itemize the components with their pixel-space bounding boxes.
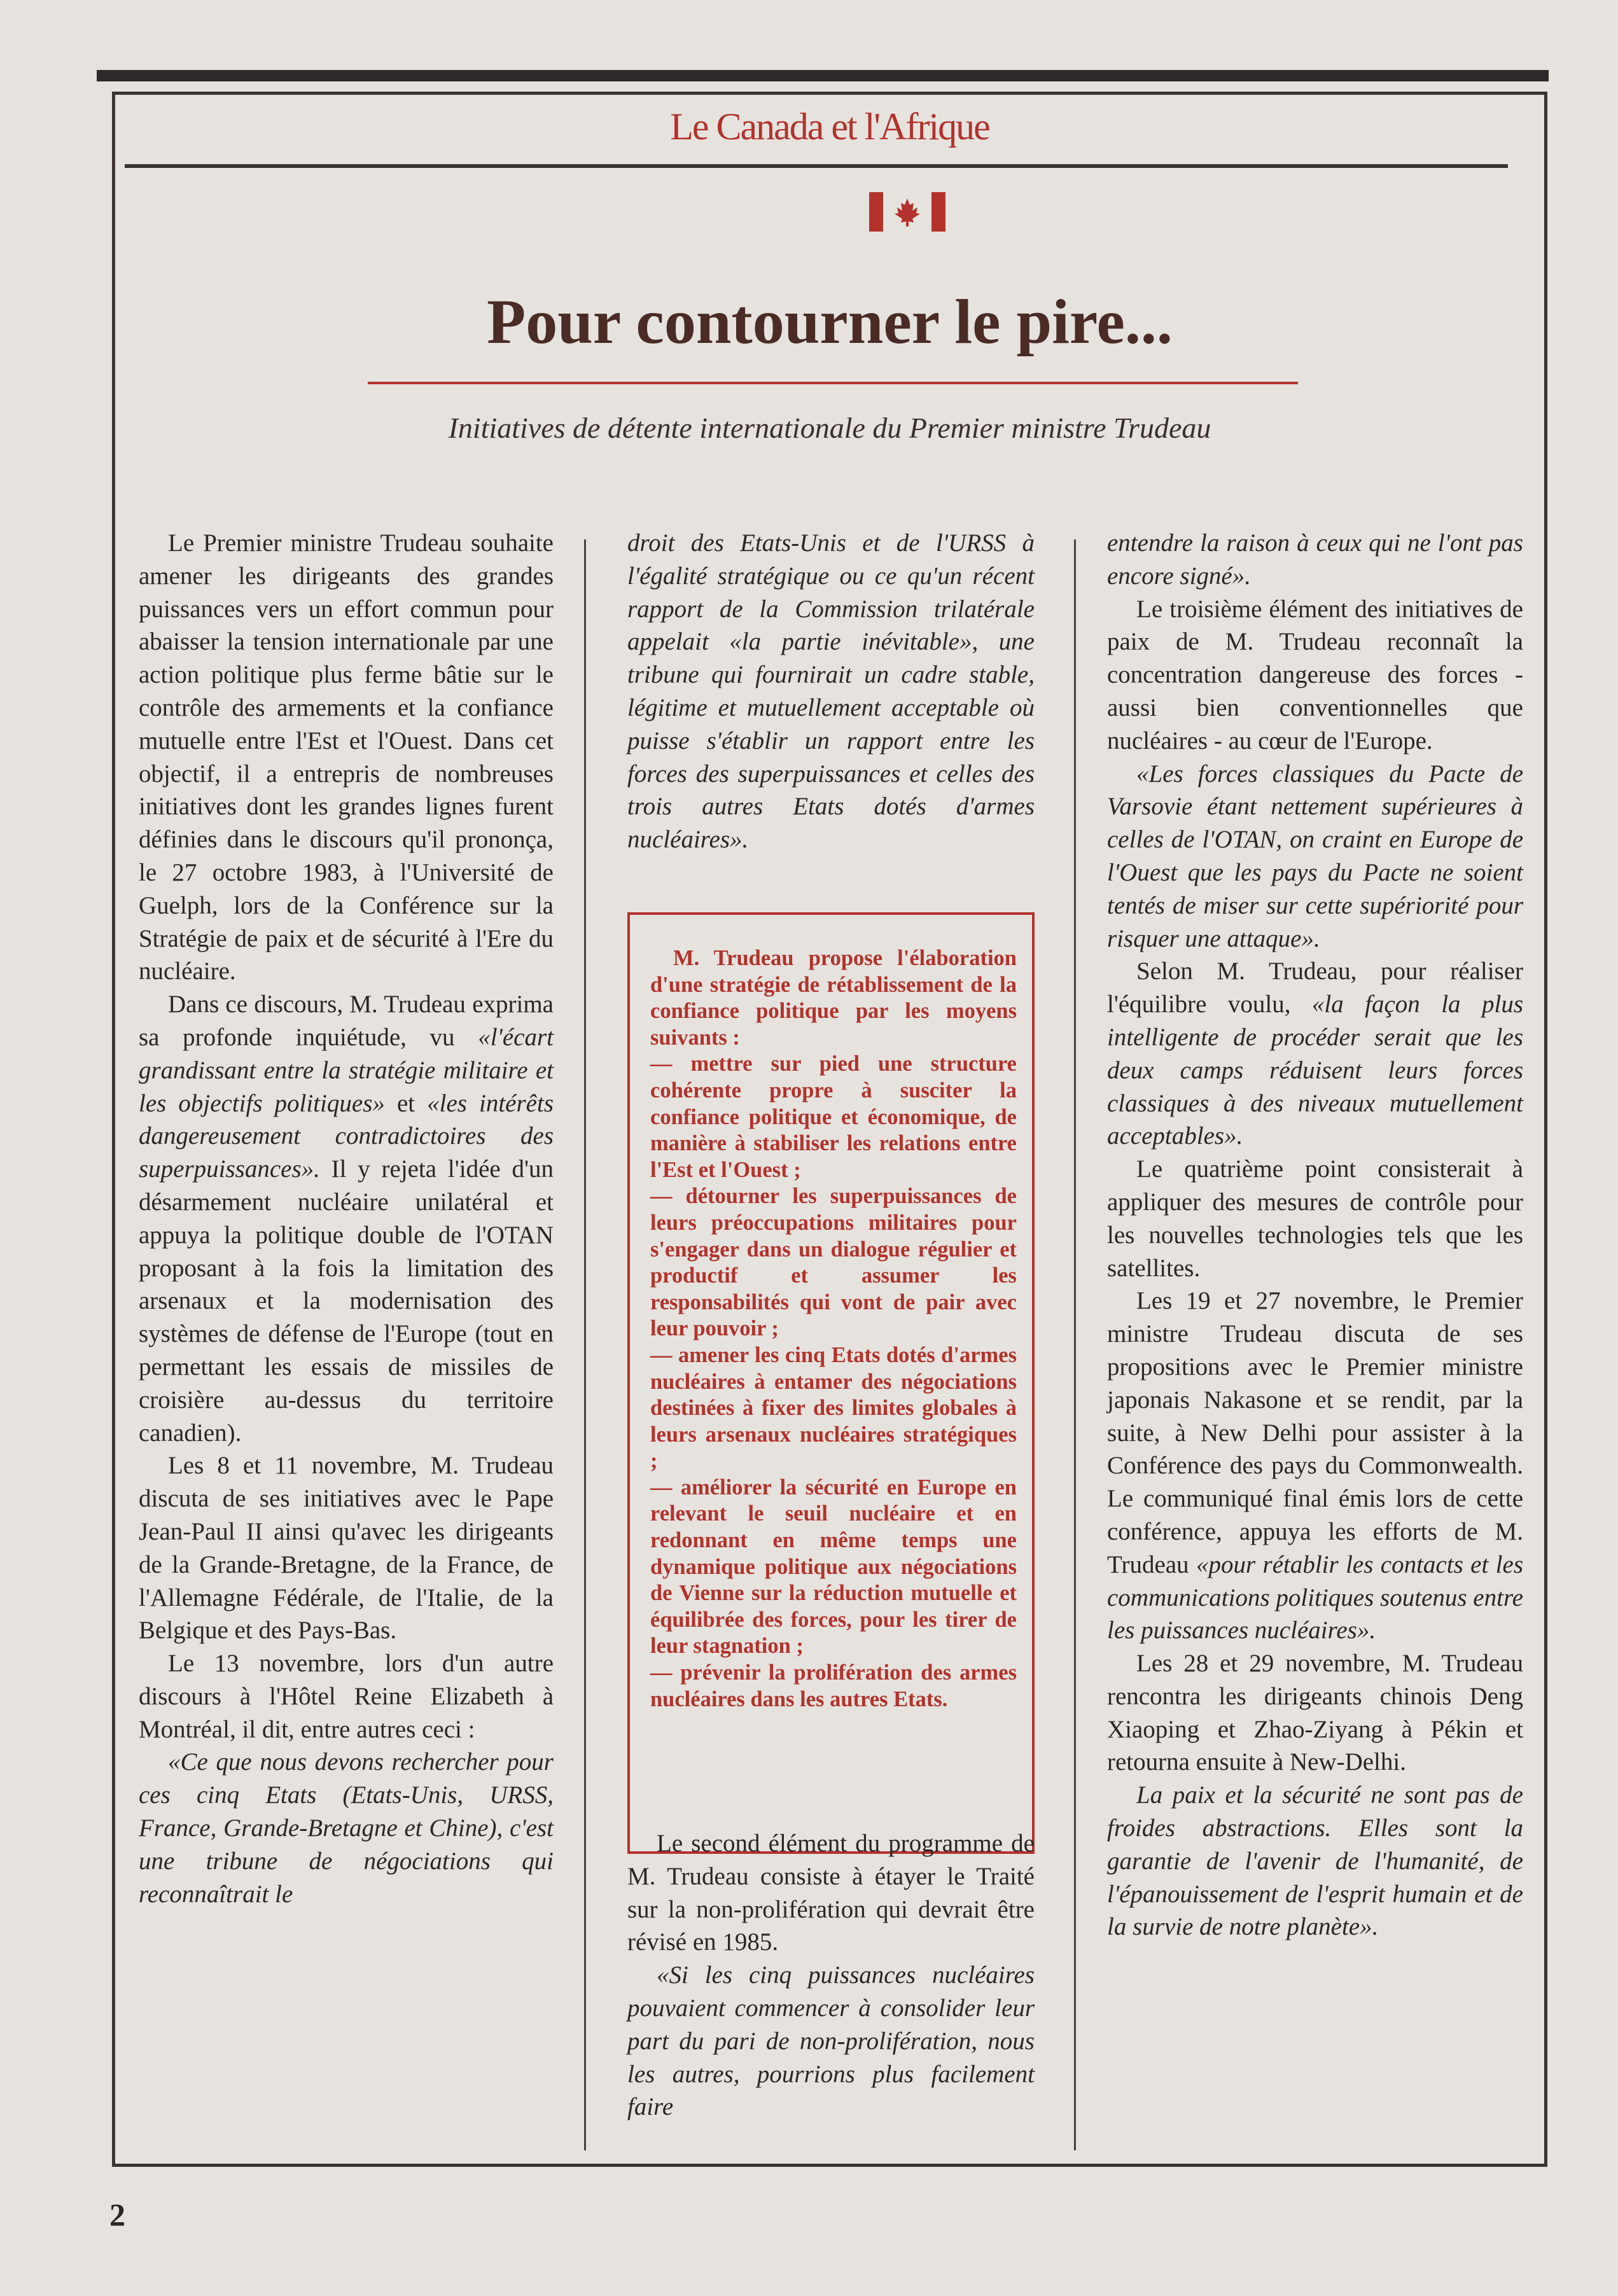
paragraph: Le Premier ministre Trudeau souhaite amener les dirigeants des grandes puissances vers un effort commun pour abaisser la tension internationale par une action politique plus ferme bâtie sur le contrôle des armements et la confiance mutuelle entre l'Est et l'Ouest. Dans cet objectif, il a entrepris de nombreuses initiatives dont les grandes lignes furent définies dans le discours qu'il prononça, le 27 octobre 1983, à l'Université de Guelph, lors de la Conférence sur la Stratégie de paix et de sécurité à l'Ere du nucléaire. xyxy=(139,529,554,985)
box-item: — amener les cinq Etats dotés d'armes nucléaires à entamer des négociations destinées à fixer des limites globales à leurs arsenaux nucléaires stratégiques ; xyxy=(650,1342,1017,1473)
column-divider xyxy=(584,539,586,2150)
column-2 xyxy=(627,527,1035,856)
paragraph: Les 28 et 29 novembre, M. Trudeau rencontra les dirigeants chinois Deng Xiaoping et Zhao-Ziyang à Pékin et retourna ensuite à New-Delhi. xyxy=(1107,1650,1523,1776)
quote-paragraph: «Ce que nous devons rechercher pour ces cinq Etats (Etats-Unis, URSS, France, Grande-Bretagne et Chine), c'est une tribune de négociations qui reconnaîtrait le xyxy=(139,1748,554,1908)
proposal-box xyxy=(627,912,1035,1854)
quote-paragraph: «Les forces classiques du Pacte de Varsovie étant nettement supérieures à celles de l'OTAN, on craint en Europe de l'Ouest que les pays du Pacte ne soient tentés de miser sur cette supériorité pour risquer une attaque». xyxy=(1107,760,1523,952)
quote: «pour rétablir les contacts et les communications politiques soutenus entre les puissances nucléaires». xyxy=(1107,1550,1524,1645)
box-item: — prévenir la prolifération des armes nucléaires dans les autres Etats. xyxy=(650,1660,1017,1711)
quote-paragraph: «Si les cinq puissances nucléaires pouvaient commencer à consolider leur part du pari de non-prolifération, nous les autres, pourrions plus facilement faire xyxy=(627,1961,1035,2121)
section-header: Le Canada et l'Afrique xyxy=(670,106,989,148)
text: et xyxy=(396,1089,415,1117)
article-title: Pour contourner le pire... xyxy=(487,286,1173,357)
box-item: — mettre sur pied une structure cohérente propre à susciter la confiance politique et économique, de manière à stabiliser les relations entre l'Est et l'Ouest ; xyxy=(650,1052,1017,1182)
header-rule xyxy=(125,164,1508,168)
title-rule xyxy=(368,382,1298,384)
canadian-flag-icon xyxy=(869,192,945,232)
article-subtitle: Initiatives de détente internationale du Premier ministre Trudeau xyxy=(448,412,1211,444)
paragraph xyxy=(139,988,554,1449)
column-divider xyxy=(1074,539,1076,2150)
paragraph: Le 13 novembre, lors d'un autre discours à l'Hôtel Reine Elizabeth à Montréal, il dit, entre autres ceci : xyxy=(139,1650,554,1743)
column-2-lower xyxy=(627,1827,1035,2124)
text: Selon M. Trudeau, pour réaliser l'équilibre voulu, xyxy=(1107,957,1523,1019)
quote: «les intérêts dangereusement contradictoires des superpuissances». xyxy=(139,1089,554,1183)
box-item: — détourner les superpuissances de leurs préoccupations militaires pour s'engager dans un dialogue régulier et productif et assumer les responsabilités qui vont de pair avec leur pouvoir ; xyxy=(650,1184,1017,1341)
paragraph: Les 8 et 11 novembre, M. Trudeau discuta de ses initiatives avec le Pape Jean-Paul II ainsi qu'avec les dirigeants de la Grande-Bretagne, de la France, de l'Allemagne Fédérale, de l'Italie, de la Belgique et des Pays-Bas. xyxy=(139,1452,554,1645)
top-bar xyxy=(97,70,1549,81)
column-1 xyxy=(139,527,554,1910)
page-number: 2 xyxy=(109,2197,125,2232)
quote: «l'écart grandissant entre la stratégie militaire et les objectifs politiques» xyxy=(139,1023,554,1117)
closing-quote: La paix et la sécurité ne sont pas de froides abstractions. Elles sont la garantie de l'avenir de l'humanité, de l'épanouissement de l'esprit humain et de la survie de notre planète». xyxy=(1107,1781,1523,1941)
column-3 xyxy=(1107,527,1523,1944)
paragraph: Le quatrième point consisterait à appliquer des mesures de contrôle pour les nouvelles technologies tels que les satellites. xyxy=(1107,1155,1523,1282)
box-intro: M. Trudeau propose l'élaboration d'une stratégie de rétablissement de la confiance politique par les moyens suivants : xyxy=(650,946,1017,1050)
text: Il y rejeta l'idée d'un désarmement nucléaire unilatéral et appuya la politique double de l'OTAN proposant à la fois la limitation des arsenaux et la modernisation des systèmes de défense de l'Europe (tout en permettant les essais de missiles de croisière au-dessus du territoire canadien). xyxy=(139,1155,554,1447)
paragraph xyxy=(1107,1284,1523,1647)
paragraph: Le second élément du programme de M. Trudeau consiste à étayer le Traité sur la non-prolifération qui devrait être révisé en 1985. xyxy=(627,1830,1035,1956)
quote-paragraph: droit des Etats-Unis et de l'URSS à l'égalité stratégique ou ce qu'un récent rapport de la Commission trilatérale appelait «la partie inévitable», une tribune qui fournirait un cadre stable, légitime et mutuellement acceptable où puisse s'établir un rapport entre les forces des superpuissances et celles des trois autres Etats dotés d'armes nucléaires». xyxy=(627,529,1035,854)
quote: «la façon la plus intelligente de procéder serait que les deux camps réduisent leurs forces classiques à des niveaux mutuellement acceptables». xyxy=(1107,991,1523,1150)
quote-paragraph: entendre la raison à ceux qui ne l'ont pas encore signé». xyxy=(1107,529,1523,590)
paragraph: Le troisième élément des initiatives de paix de M. Trudeau reconnaît la concentration dangereuse des forces - aussi bien conventionnelles que nucléaires - au cœur de l'Europe. xyxy=(1107,595,1523,755)
box-item: — améliorer la sécurité en Europe en relevant le seuil nucléaire et en redonnant en même temps une dynamique politique aux négociations de Vienne sur la réduction mutuelle et équilibrée des forces, pour les tirer de leur stagnation ; xyxy=(650,1475,1017,1659)
paragraph xyxy=(1107,955,1523,1153)
text: Dans ce discours, M. Trudeau exprima sa profonde inquiétude, vu xyxy=(139,991,554,1051)
text: Les 19 et 27 novembre, le Premier ministre Trudeau discuta de ses propositions avec le Premier ministre japonais Nakasone et se rendit, par la suite, à New Delhi pour assister à la Conférence des pays du Commonwealth. Le communiqué final émis lors de cette conférence, appuya les efforts de M. Trudeau xyxy=(1107,1287,1523,1578)
